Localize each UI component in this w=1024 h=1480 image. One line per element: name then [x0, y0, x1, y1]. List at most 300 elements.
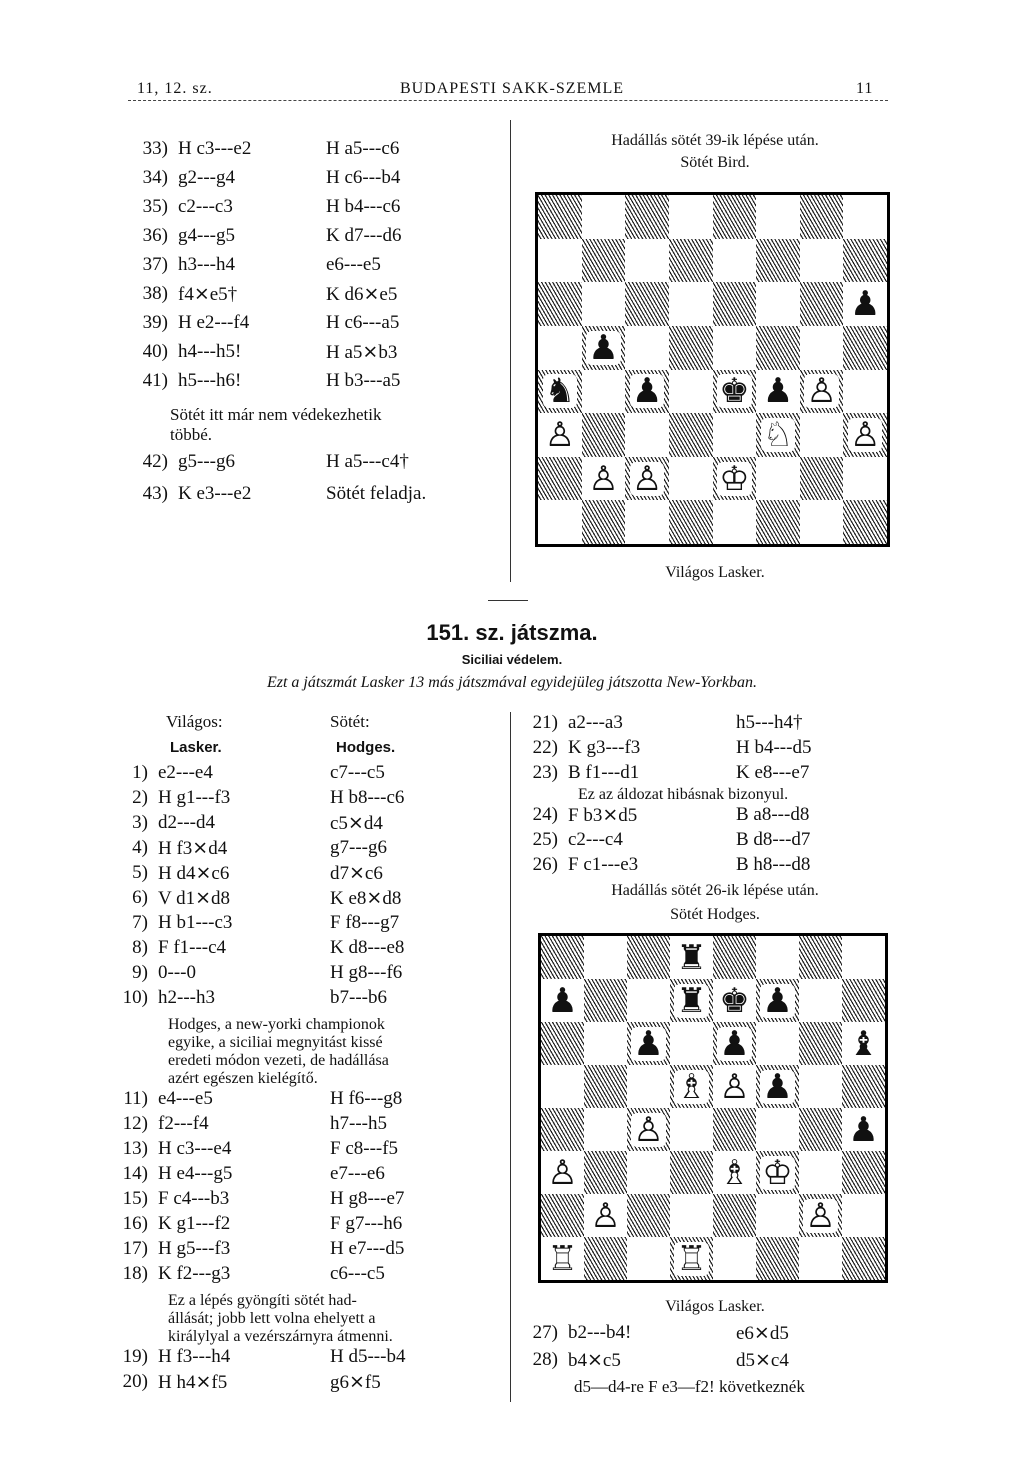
square-g2	[799, 1194, 842, 1237]
black-move: H e7---d5	[330, 1238, 405, 1259]
move-number: 10)	[122, 987, 148, 1008]
square-d4	[670, 1108, 713, 1151]
square-h8	[843, 195, 887, 239]
black-move: H b4---c6	[326, 196, 401, 217]
square-a7	[541, 979, 584, 1022]
square-b4	[584, 1108, 627, 1151]
square-b4	[582, 370, 626, 414]
white-move: H e2---f4	[178, 312, 250, 333]
white-label: Világos:	[166, 712, 223, 731]
chess-piece: ♔	[719, 458, 750, 499]
white-move: H d4⨯c6	[158, 863, 230, 884]
square-e4	[713, 370, 757, 414]
black-move: K d7---d6	[326, 225, 402, 246]
square-a3	[538, 413, 582, 457]
square-h3	[842, 1151, 885, 1194]
black-move: g6⨯f5	[330, 1372, 381, 1393]
black-move: h7---h5	[330, 1113, 387, 1134]
move-row	[520, 1349, 900, 1375]
move-number: 23)	[532, 762, 558, 783]
white-move: F b3⨯d5	[568, 805, 638, 826]
diagram-2-caption: Hadállás sötét 26-ik lépése után.	[611, 882, 819, 899]
chess-piece: ♟	[588, 327, 619, 368]
square-h5	[842, 1065, 885, 1108]
chess-piece: ♜	[676, 980, 707, 1021]
move-number: 18)	[122, 1263, 148, 1284]
chess-piece: ♟	[633, 1023, 664, 1064]
black-move: h5---h4†	[736, 712, 803, 733]
square-h8	[842, 936, 885, 979]
move-row	[110, 912, 500, 938]
move-row	[110, 1163, 500, 1189]
square-a1	[538, 500, 582, 544]
move-row	[110, 837, 500, 863]
move-row	[110, 1238, 500, 1264]
move-number: 36)	[142, 225, 168, 246]
move-number: 24)	[532, 804, 558, 825]
square-f4	[756, 370, 800, 414]
white-move: h2---h3	[158, 987, 215, 1008]
move-number: 42)	[142, 451, 168, 472]
move-row	[130, 138, 510, 164]
square-f3	[756, 1151, 799, 1194]
white-move: e2---e4	[158, 762, 213, 783]
move-number: 11)	[123, 1088, 148, 1109]
square-a3	[541, 1151, 584, 1194]
square-c3	[625, 413, 669, 457]
annotation-line: királylyal a vezérszárnyra átmenni.	[168, 1328, 393, 1345]
white-move: b2---b4!	[568, 1322, 632, 1343]
square-g4	[800, 370, 844, 414]
square-d1	[670, 1237, 713, 1280]
white-move: F c4---b3	[158, 1188, 230, 1209]
move-row	[130, 283, 510, 309]
black-move: H b8---c6	[330, 787, 405, 808]
black-move: g7---g6	[330, 837, 387, 858]
move-number: 12)	[122, 1113, 148, 1134]
square-d3	[669, 413, 713, 457]
move-row	[130, 370, 510, 396]
square-d2	[670, 1194, 713, 1237]
white-move: H c3---e4	[158, 1138, 232, 1159]
move-number: 13)	[122, 1138, 148, 1159]
white-move: a2---a3	[568, 712, 623, 733]
annotation-move-23: Ez az áldozat hibásnak bizonyul.	[578, 786, 789, 803]
square-e3	[713, 413, 757, 457]
square-a7	[538, 239, 582, 283]
chess-piece: ♙	[805, 1195, 836, 1236]
square-a6	[541, 1022, 584, 1065]
square-d2	[669, 457, 713, 501]
black-label: Sötét:	[330, 712, 370, 731]
white-move: 0---0	[158, 962, 196, 983]
black-move: H b3---a5	[326, 370, 401, 391]
move-number: 17)	[122, 1238, 148, 1259]
move-row	[110, 962, 500, 988]
square-f8	[756, 936, 799, 979]
chess-board-2	[538, 933, 888, 1283]
square-a8	[538, 195, 582, 239]
square-c8	[627, 936, 670, 979]
move-number: 39)	[142, 312, 168, 333]
move-row	[520, 762, 900, 788]
move-number: 22)	[532, 737, 558, 758]
move-row	[110, 787, 500, 813]
move-number: 33)	[142, 138, 168, 159]
white-move: h5---h6!	[178, 370, 242, 391]
white-move: h4---h5!	[178, 341, 242, 362]
chess-piece: ♗	[719, 1152, 750, 1193]
chess-piece: ♝	[848, 1023, 879, 1064]
chess-piece: ♟	[762, 1066, 793, 1107]
square-e3	[713, 1151, 756, 1194]
square-a1	[541, 1237, 584, 1280]
square-b6	[582, 282, 626, 326]
white-move: c2---c4	[568, 829, 623, 850]
move-number: 21)	[532, 712, 558, 733]
move-row	[130, 341, 510, 367]
square-h3	[843, 413, 887, 457]
square-e1	[713, 1237, 756, 1280]
white-move: h3---h4	[178, 254, 235, 275]
square-d8	[670, 936, 713, 979]
move-row	[110, 1113, 500, 1139]
chess-piece: ♔	[762, 1152, 793, 1193]
move-number: 35)	[142, 196, 168, 217]
square-f5	[756, 326, 800, 370]
black-move: H f6---g8	[330, 1088, 403, 1109]
square-b1	[584, 1237, 627, 1280]
black-move: H a5⨯b3	[326, 342, 398, 363]
chess-piece: ♖	[676, 1238, 707, 1279]
diagram-2	[530, 880, 900, 1330]
game-title: 151. sz. játszma.	[426, 620, 598, 645]
square-g7	[799, 979, 842, 1022]
diagram-1-black-player: Sötét Bird.	[680, 154, 750, 171]
move-number: 27)	[532, 1322, 558, 1343]
square-a6	[538, 282, 582, 326]
square-d7	[669, 239, 713, 283]
game-intro: Ezt a játszmát Lasker 13 más játszmával egyidejüleg játszotta New-Yorkban.	[266, 674, 758, 691]
move-number: 25)	[532, 829, 558, 850]
black-move: H b4---d5	[736, 737, 812, 758]
square-f6	[756, 1022, 799, 1065]
move-row	[110, 987, 500, 1013]
annotation-line: egyike, a siciliai megnyitást kissé	[168, 1034, 383, 1051]
square-e7	[713, 239, 757, 283]
black-move: H g8---e7	[330, 1188, 405, 1209]
move-number: 8)	[132, 937, 148, 958]
black-move: e7---e6	[330, 1163, 385, 1184]
column-divider-top	[510, 120, 511, 582]
square-g6	[800, 282, 844, 326]
move-row	[110, 1213, 500, 1239]
white-move: f2---f4	[158, 1113, 209, 1134]
move-row	[130, 312, 510, 338]
chess-piece: ♟	[631, 371, 663, 412]
square-a2	[541, 1194, 584, 1237]
annotation-move-41	[170, 405, 510, 445]
white-move: H f3---h4	[158, 1346, 231, 1367]
square-b7	[584, 979, 627, 1022]
move-row	[130, 483, 510, 509]
diagram-2-white-player: Világos Lasker.	[665, 1298, 765, 1315]
move-number: 4)	[132, 837, 148, 858]
chess-piece: ♟	[547, 980, 578, 1021]
move-number: 6)	[132, 887, 148, 908]
black-move: e6⨯d5	[736, 1323, 789, 1344]
square-d4	[669, 370, 713, 414]
annotation-line: állását; jobb lett volna ehelyett a	[168, 1310, 376, 1327]
square-b2	[582, 457, 626, 501]
header-rule	[128, 100, 888, 101]
move-row	[130, 254, 510, 280]
chess-piece: ♙	[544, 414, 576, 455]
chess-piece: ♟	[762, 371, 794, 412]
chess-piece: ♟	[762, 980, 793, 1021]
black-move: F c8---f5	[330, 1138, 399, 1159]
move-number: 5)	[132, 862, 148, 883]
square-d5	[670, 1065, 713, 1108]
chess-piece: ♘	[762, 414, 794, 455]
square-h1	[842, 1237, 885, 1280]
black-move: c5⨯d4	[330, 813, 383, 834]
white-move: H b1---c3	[158, 912, 233, 933]
chess-piece: ♙	[849, 414, 881, 455]
white-move: H e4---g5	[158, 1163, 233, 1184]
square-g5	[800, 326, 844, 370]
chess-piece: ♟	[848, 1109, 879, 1150]
annotation-line: eredeti módon vezeti, de hadállása	[168, 1052, 389, 1069]
square-c1	[625, 500, 669, 544]
square-f7	[756, 979, 799, 1022]
black-move: Sötét feladja.	[326, 483, 427, 504]
square-e6	[713, 282, 757, 326]
chess-piece: ♖	[547, 1238, 578, 1279]
square-g5	[799, 1065, 842, 1108]
square-e8	[713, 195, 757, 239]
chess-piece: ♞	[544, 371, 576, 412]
annotation-move-28: d5—d4-re F e3—f2! következnék	[574, 1377, 805, 1396]
annotation-line: Sötét itt már nem védekezhetik	[170, 405, 382, 424]
square-e4	[713, 1108, 756, 1151]
move-row	[130, 167, 510, 193]
diagram-1-caption: Hadállás sötét 39-ik lépése után.	[611, 132, 819, 149]
white-move: K f2---g3	[158, 1263, 231, 1284]
moves-1-10	[110, 762, 500, 1022]
white-move: H h4⨯f5	[158, 1372, 228, 1393]
square-g2	[800, 457, 844, 501]
annotation-move-10	[168, 1016, 508, 1088]
square-c2	[627, 1194, 670, 1237]
black-move: c7---c5	[330, 762, 385, 783]
white-move: H g1---f3	[158, 787, 231, 808]
white-move: H f3⨯d4	[158, 838, 228, 859]
move-row	[520, 829, 900, 855]
move-row	[110, 1346, 500, 1372]
black-move: B a8---d8	[736, 804, 810, 825]
black-move: F g7---h6	[330, 1213, 403, 1234]
square-e1	[713, 500, 757, 544]
square-f1	[756, 1237, 799, 1280]
game1-final-moves	[130, 451, 510, 511]
square-c8	[625, 195, 669, 239]
square-f6	[756, 282, 800, 326]
square-h1	[843, 500, 887, 544]
square-c7	[627, 979, 670, 1022]
move-row	[520, 737, 900, 763]
moves-19-20	[110, 1346, 500, 1406]
square-g8	[799, 936, 842, 979]
square-b5	[582, 326, 626, 370]
square-c4	[627, 1108, 670, 1151]
square-c6	[625, 282, 669, 326]
black-move: K d6⨯e5	[326, 284, 398, 305]
black-move: H c6---b4	[326, 167, 401, 188]
white-move: d2---d4	[158, 812, 215, 833]
white-move: c2---c3	[178, 196, 233, 217]
square-g3	[799, 1151, 842, 1194]
move-number: 40)	[142, 341, 168, 362]
moves-11-18	[110, 1088, 500, 1298]
annotation-move-18	[168, 1292, 508, 1346]
chess-board-1	[535, 192, 890, 547]
move-row	[110, 1188, 500, 1214]
white-move: F c1---e3	[568, 854, 639, 875]
annotation-line: azért egészen kielégítő.	[168, 1070, 318, 1087]
move-number: 1)	[132, 762, 148, 783]
square-c3	[627, 1151, 670, 1194]
move-row	[520, 1322, 900, 1348]
journal-title: BUDAPESTI SAKK-SZEMLE	[399, 80, 625, 97]
move-row	[110, 1371, 500, 1397]
square-g7	[800, 239, 844, 283]
move-number: 41)	[142, 370, 168, 391]
chess-piece: ♟	[849, 284, 881, 325]
move-number: 43)	[142, 483, 168, 504]
square-h2	[843, 457, 887, 501]
white-move: g4---g5	[178, 225, 235, 246]
black-move: H c6---a5	[326, 312, 400, 333]
black-move: F f8---g7	[330, 912, 400, 933]
move-row	[520, 854, 900, 880]
black-move: B h8---d8	[736, 854, 811, 875]
move-row	[110, 937, 500, 963]
square-h4	[843, 370, 887, 414]
move-number: 28)	[532, 1349, 558, 1370]
square-e6	[713, 1022, 756, 1065]
move-row	[110, 812, 500, 838]
square-d6	[670, 1022, 713, 1065]
square-a8	[541, 936, 584, 979]
square-c6	[627, 1022, 670, 1065]
white-move: H c3---e2	[178, 138, 252, 159]
square-g1	[799, 1237, 842, 1280]
chess-piece: ♙	[633, 1109, 664, 1150]
square-e8	[713, 936, 756, 979]
square-f2	[756, 1194, 799, 1237]
square-e5	[713, 326, 757, 370]
move-number: 2)	[132, 787, 148, 808]
square-h4	[842, 1108, 885, 1151]
white-move: K g1---f2	[158, 1213, 231, 1234]
white-move: g5---g6	[178, 451, 235, 472]
annotation-line: többé.	[170, 425, 213, 444]
chess-piece: ♙	[806, 371, 837, 412]
chess-piece: ♟	[719, 1023, 750, 1064]
opening-name: Siciliai védelem.	[461, 652, 563, 667]
move-row	[520, 712, 900, 738]
column-divider-bottom	[510, 712, 511, 1402]
move-number: 16)	[122, 1213, 148, 1234]
square-h6	[842, 1022, 885, 1065]
chess-piece: ♜	[676, 937, 707, 978]
square-b3	[584, 1151, 627, 1194]
square-g8	[800, 195, 844, 239]
square-f7	[756, 239, 800, 283]
move-number: 15)	[122, 1188, 148, 1209]
square-f2	[756, 457, 800, 501]
black-move: H g8---f6	[330, 962, 403, 983]
moves-24-26	[520, 804, 900, 884]
square-e5	[713, 1065, 756, 1108]
square-b5	[584, 1065, 627, 1108]
page-number: 11	[856, 80, 874, 97]
diagram-2-black-player: Sötét Hodges.	[670, 906, 760, 923]
square-d6	[669, 282, 713, 326]
move-row	[520, 804, 900, 830]
move-row	[130, 225, 510, 251]
square-d8	[669, 195, 713, 239]
chess-piece: ♚	[719, 980, 750, 1021]
black-move: b7---b6	[330, 987, 387, 1008]
white-move: H g5---f3	[158, 1238, 231, 1259]
square-a5	[541, 1065, 584, 1108]
move-row	[110, 762, 500, 788]
chess-piece: ♙	[588, 458, 619, 499]
square-e2	[713, 1194, 756, 1237]
move-number: 19)	[122, 1346, 148, 1367]
square-f4	[756, 1108, 799, 1151]
black-move: c6---c5	[330, 1263, 385, 1284]
square-c5	[627, 1065, 670, 1108]
square-h6	[843, 282, 887, 326]
black-player-name: Hodges.	[336, 739, 396, 756]
square-d1	[669, 500, 713, 544]
move-row	[110, 1263, 500, 1289]
white-move: F f1---c4	[158, 937, 227, 958]
square-d7	[670, 979, 713, 1022]
square-b8	[582, 195, 626, 239]
square-b6	[584, 1022, 627, 1065]
chess-piece: ♙	[631, 458, 663, 499]
black-move: H a5---c6	[326, 138, 400, 159]
black-move: e6---e5	[326, 254, 381, 275]
white-move: f4⨯e5†	[178, 284, 238, 305]
white-move: e4---e5	[158, 1088, 213, 1109]
square-a5	[538, 326, 582, 370]
black-move: K e8⨯d8	[330, 888, 402, 909]
black-move: B d8---d7	[736, 829, 811, 850]
square-e7	[713, 979, 756, 1022]
square-f5	[756, 1065, 799, 1108]
square-b7	[582, 239, 626, 283]
square-b2	[584, 1194, 627, 1237]
square-h7	[843, 239, 887, 283]
white-move: g2---g4	[178, 167, 235, 188]
white-move: B f1---d1	[568, 762, 640, 783]
chess-piece: ♙	[590, 1195, 621, 1236]
